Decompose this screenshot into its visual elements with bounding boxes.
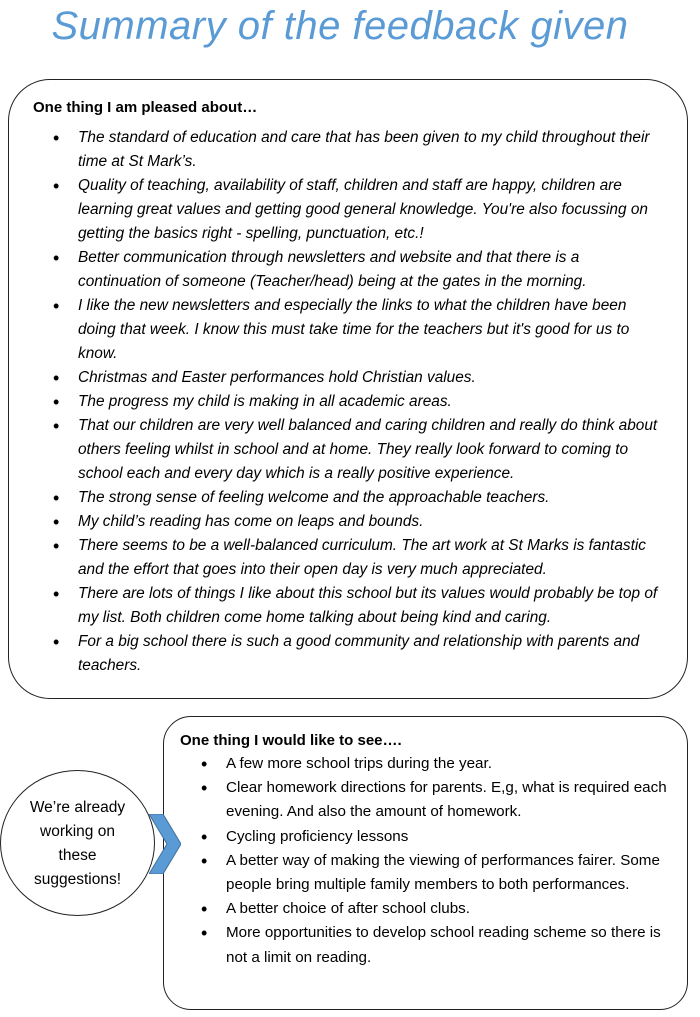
list-item: • Quality of teaching, availability of staff, children and staff are happy, children are learning great values and getting good general knowledge. You're also focussing on getting the basics right - spelling, punctuation, etc.! <box>78 174 663 246</box>
list-item: • Clear homework directions for parents. E,g, what is required each evening. And also the amount of homework. <box>226 776 673 824</box>
list-item: • The standard of education and care that has been given to my child throughout their time at St Mark’s. <box>78 126 663 174</box>
list-item: • For a big school there is such a good community and relationship with parents and teachers. <box>78 630 663 678</box>
page-title: Summary of the feedback given <box>51 4 629 48</box>
list-item: • That our children are very well balanced and caring children and really do think about others feeling whilst in school and at home. They really look forward to coming to school each and every day which is a really positive experience. <box>78 414 663 486</box>
list-item: • Cycling proficiency lessons <box>226 825 673 849</box>
list-item: • A better choice of after school clubs. <box>226 897 673 921</box>
chevron-right-shape <box>149 814 181 874</box>
list-item: • The strong sense of feeling welcome and the approachable teachers. <box>78 486 663 510</box>
pleased-about-list <box>33 126 663 678</box>
would-like-to-see-box <box>163 716 688 1010</box>
list-item: • A better way of making the viewing of performances fairer. Some people bring multiple family members to both performances. <box>226 849 673 897</box>
list-item: • Christmas and Easter performances hold Christian values. <box>78 366 663 390</box>
would-like-to-see-heading: One thing I would like to see…. <box>180 732 402 749</box>
chevron-right-icon <box>149 814 181 874</box>
list-item: • My child’s reading has come on leaps and bounds. <box>78 510 663 534</box>
pleased-about-box <box>8 79 688 699</box>
list-item: • Better communication through newsletters and website and that there is a continuation of someone (Teacher/head) being at the gates in the morning. <box>78 246 663 294</box>
list-item: • I like the new newsletters and especially the links to what the children have been doing that week. I know this must take time for the teachers but it's good for us to know. <box>78 294 663 366</box>
list-item: • The progress my child is making in all academic areas. <box>78 390 663 414</box>
list-item: • There are lots of things I like about this school but its values would probably be top of my list. Both children come home talking about being kind and caring. <box>78 582 663 630</box>
list-item: • More opportunities to develop school reading scheme so there is not a limit on reading. <box>226 921 673 969</box>
list-item: • There seems to be a well-balanced curriculum. The art work at St Marks is fantastic and the effort that goes into their open day is very much appreciated. <box>78 534 663 582</box>
callout-ellipse <box>0 770 155 916</box>
pleased-about-heading: One thing I am pleased about… <box>33 99 258 116</box>
callout-text: We’re already working on these suggestions! <box>29 799 126 888</box>
would-like-to-see-list <box>180 752 673 970</box>
list-item: • A few more school trips during the year. <box>226 752 673 776</box>
